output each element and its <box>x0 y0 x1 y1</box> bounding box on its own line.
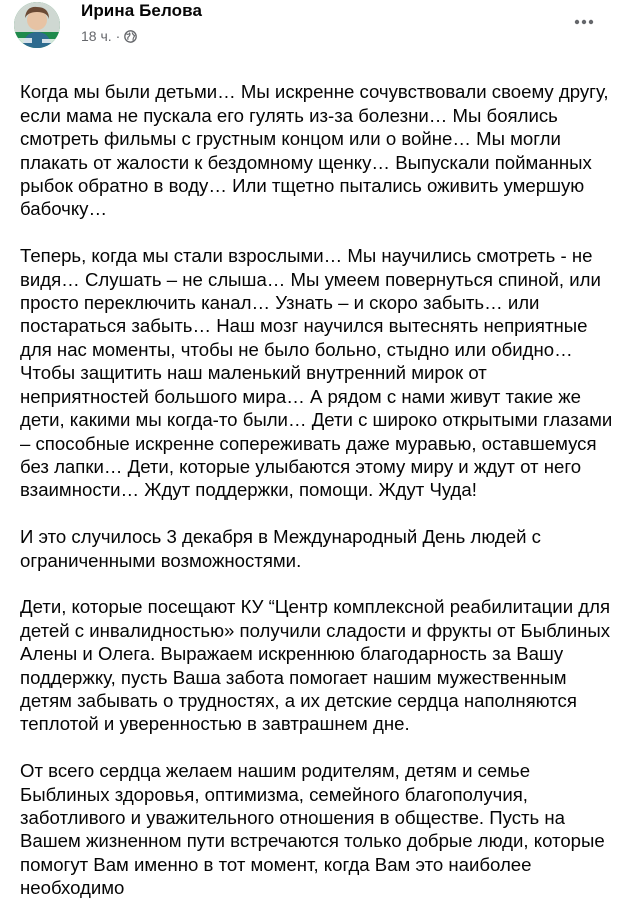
post-paragraph: Дети, которые посещают КУ “Центр комплексной реабилитации для детей с инвалидностью» получили сладости и фрукты от Быблиных Алены и Олега. Выражаем искреннюю благодарность за Вашу поддержку, пусть Ваша забота помогает нашим мужественным детям забывать о трудностях, а их детские сердца наполняются теплотой и уверенностью в завтрашнем дне. <box>20 596 611 735</box>
globe-icon[interactable] <box>124 30 137 43</box>
post-timestamp[interactable]: 18 ч. <box>81 28 112 44</box>
post-paragraph: От всего сердца желаем нашим родителям, детям и семье Быблиных здоровья, оптимизма, семейного благополучия, заботливого и уважительного отношения в обществе. Пусть на Вашем жизненном пути встречаются только добрые люди, которые помогут Вам именно в тот момент, когда Вам это наиболее необходимо <box>20 760 605 899</box>
post-paragraph: Теперь, когда мы стали взрослыми… Мы научились смотреть - не видя… Слушать – не слыша… Мы умеем повернуться спиной, или просто переключить канал… Узнать – и скоро забыть… или постараться забыть… Наш мозг научился вытеснять неприятные для нас моменты, чтобы не было больно, стыдно или обидно… Чтобы защитить наш маленький внутренний мирок от неприятностей большого мира… А рядом с нами живут такие же дети, какими мы когда-то были… Дети с широко открытыми глазами – способные искренне сопереживать даже муравью, оставшемуся без лапки… Дети, которые улыбаются этому миру и ждут от него взаимности… Ждут поддержки, помощи. Ждут Чуда! <box>20 245 613 501</box>
author-name[interactable]: Ирина Белова <box>81 1 203 20</box>
meta-separator: · <box>115 28 121 44</box>
avatar[interactable] <box>14 2 60 48</box>
post-text <box>20 57 618 923</box>
post-header <box>0 0 628 52</box>
more-options-icon <box>574 19 594 25</box>
avatar-image <box>14 2 60 48</box>
more-options-button[interactable] <box>566 4 602 40</box>
post-paragraph: И это случилось 3 декабря в Международный День людей с ограниченными возможностями. <box>20 526 541 571</box>
post-meta <box>81 27 137 45</box>
post-paragraph: Когда мы были детьми… Мы искренне сочувствовали своему другу, если мама не пускала его гулять из-за болезни… Мы боялись смотреть фильмы с грустным концом или о войне… Мы могли плакать от жалости к бездомному щенку… Выпускали пойманных рыбок обратно в воду… Или тщетно пытались оживить умершую бабочку… <box>20 81 609 220</box>
